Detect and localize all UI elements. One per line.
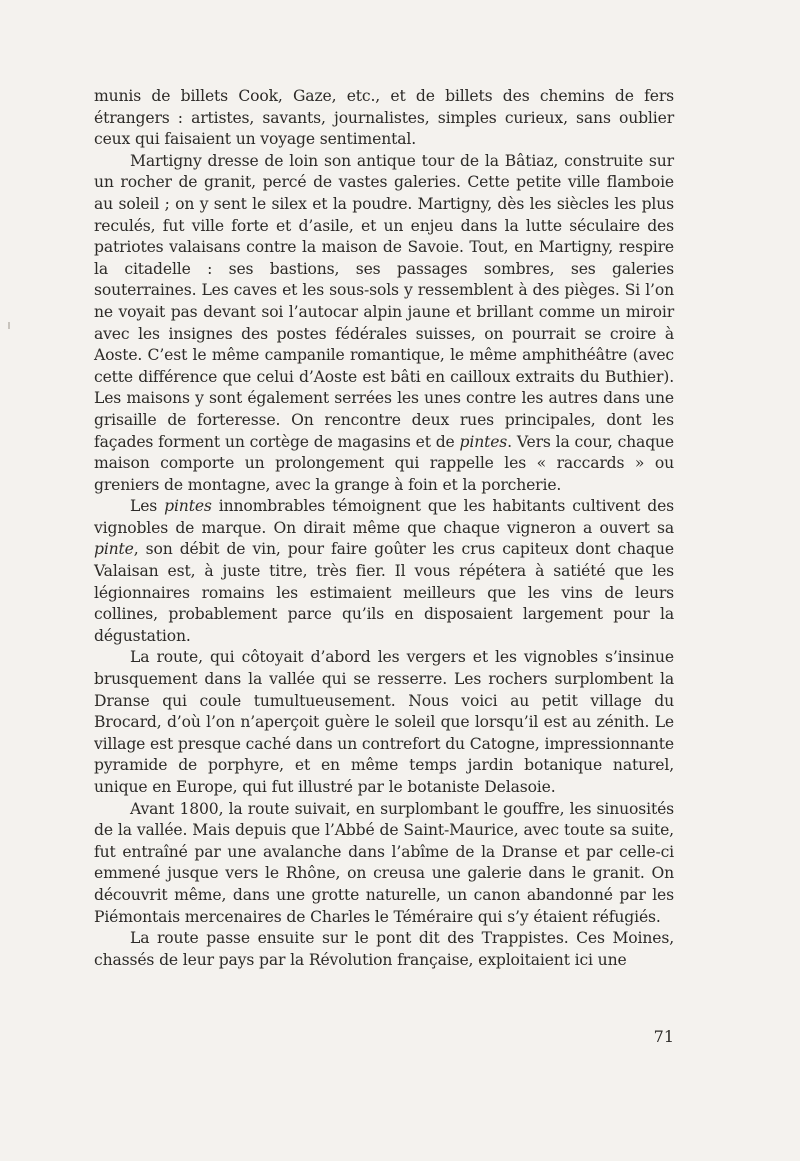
text-run: Martigny dresse de loin son antique tour de la Bâtiaz, construite sur un rocher de granit, percé de vastes galeries. Cette petite ville flamboie au soleil ; on y sent le silex et la poudre. Martigny, dès les siècles les plus reculés, fut ville forte et d’asile, et un enjeu dans la lutte séculaire des patriotes valaisans contre la maison de Savoie. Tout, en Martigny, respire la citadelle : ses bastions, ses passages sombres, ses galeries souterraines. Les caves et les sous-sols y ressemblent à des pièges. Si l’on ne voyait pas devant soi l’autocar alpin jaune et brillant comme un miroir avec les insignes des postes fédérales suisses, on pourrait se croire à Aoste. C’est le même campanile romantique, le même amphithéâtre (avec cette différence que celui d’Aoste est bâti en cailloux extraits du Buthier). Les maisons y sont également serrées les unes contre les autres dans une grisaille de forteresse. On rencontre deux rues principales, dont les façades forment un cortège de magasins et de: [94, 151, 674, 451]
text-run: La route, qui côtoyait d’abord les vergers et les vignobles s’insinue brusquement dans la vallée qui se resserre. Les rochers surplombent la Dranse qui coule tumultueusement. Nous voici au petit village du Brocard, d’où l’on n’aperçoit guère le soleil que lorsqu’il est au zénith. Le village est presque caché dans un contrefort du Catogne, impressionnante pyramide de porphyre, et en même temps jardin botanique naturel, unique en Europe, qui fut illustré par le botaniste Delasoie.: [94, 648, 674, 796]
body-text: [94, 86, 674, 971]
text-run: innombrables témoignent que les habitants cultivent des vignobles de marque. On dirait même que chaque vigneron a ouvert sa: [94, 497, 674, 537]
page-number: 71: [653, 1027, 674, 1046]
margin-mark: [8, 322, 10, 329]
paragraph: [94, 647, 674, 798]
paragraph: [94, 86, 674, 151]
paragraph: [94, 928, 674, 971]
text-run: munis de billets Cook, Gaze, etc., et de billets des chemins de fers étrangers : artistes, savants, journalistes, simples curieux, sans oublier ceux qui faisaient un voyage sentimental.: [94, 87, 674, 149]
paragraph: [94, 799, 674, 929]
paragraph: [94, 151, 674, 497]
text-run: Les: [130, 497, 165, 516]
italic-term: pintes: [459, 432, 508, 451]
text-run: La route passe ensuite sur le pont dit des Trappistes. Ces Moines, chassés de leur pays par la Révolution française, exploitaient ici une: [94, 929, 674, 969]
text-run: Avant 1800, la route suivait, en surplombant le gouffre, les sinuosités de la vallée. Mais depuis que l’Abbé de Saint-Maurice, avec toute sa suite, fut entraîné par une avalanche dans l’abîme de la Dranse et par celle-ci emmené jusque vers le Rhône, on creusa une galerie dans le granit. On découvrit même, dans une grotte naturelle, un canon abandonné par les Piémontais mercenaires de Charles le Téméraire qui s’y étaient réfugiés.: [94, 799, 674, 926]
text-run: , son débit de vin, pour faire goûter les crus capiteux dont chaque Valaisan est, à juste titre, très fier. Il vous répétera à satiété que les légionnaires romains les estimaient meilleurs que les vins de leurs collines, probablement parce qu’ils en disposaient largement pour la dégustation.: [94, 540, 674, 645]
italic-term: pinte: [94, 540, 134, 559]
italic-term: pintes: [164, 497, 212, 516]
paragraph: [94, 496, 674, 647]
text-run: . Vers la cour, chaque maison comporte un prolongement qui rappelle les « raccards » ou greniers de montagne, avec la grange à foin et la porcherie.: [94, 432, 674, 494]
